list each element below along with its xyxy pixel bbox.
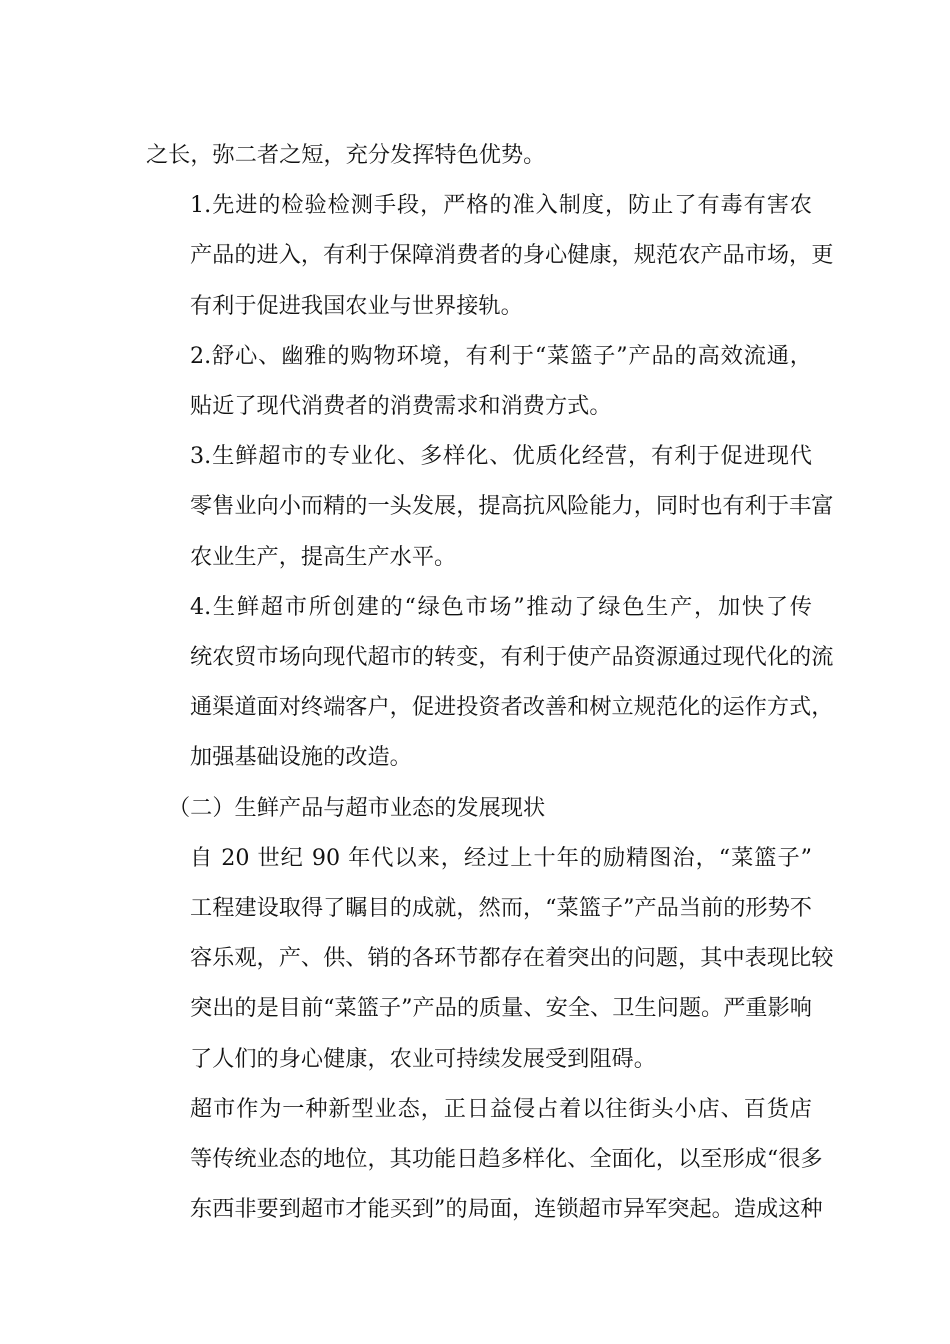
paragraph-item-4: [146, 582, 834, 783]
paragraph-item-2: [146, 331, 812, 431]
paragraph-body-2: [146, 1084, 823, 1235]
section-heading: [146, 783, 812, 833]
text-line: 贴近了现代消费者的消费需求和消费方式。: [190, 393, 612, 420]
paragraph-continuation: [146, 130, 812, 180]
text-line: 东西非要到超市才能买到”的局面，连锁超市异军突起。造成这种: [190, 1196, 823, 1223]
text-line: 工程建设取得了瞩目的成就，然而，“菜篮子”产品当前的形势不: [190, 895, 812, 922]
paragraph-item-1: [146, 180, 834, 331]
text-line: 统农贸市场向现代超市的转变，有利于使产品资源通过现代化的流: [190, 644, 834, 671]
text-line: 加强基础设施的改造。: [190, 744, 412, 771]
text-line: 2.舒心、幽雅的购物环境，有利于“菜篮子”产品的高效流通，: [190, 342, 812, 369]
text-line: 有利于促进我国农业与世界接轨。: [190, 292, 523, 319]
text-line: 突出的是目前“菜篮子”产品的质量、安全、卫生问题。严重影响: [190, 995, 812, 1022]
text-line: 通渠道面对终端客户，促进投资者改善和树立规范化的运作方式，: [190, 694, 834, 721]
text-line: 超市作为一种新型业态，正日益侵占着以往街头小店、百货店: [190, 1095, 812, 1122]
text-line: 容乐观，产、供、销的各环节都存在着突出的问题，其中表现比较: [190, 945, 834, 972]
text-line: 4.生鲜超市所创建的“绿色市场”推动了绿色生产，加快了传: [190, 593, 812, 620]
text-line: 农业生产，提高生产水平。: [190, 543, 457, 570]
paragraph-body-1: [146, 833, 834, 1084]
text-line: 自 20 世纪 90 年代以来，经过上十年的励精图治，“菜篮子”: [190, 844, 812, 871]
text-line: 等传统业态的地位，其功能日趋多样化、全面化，以至形成“很多: [190, 1146, 823, 1173]
text-line: 3.生鲜超市的专业化、多样化、优质化经营，有利于促进现代: [190, 443, 812, 470]
text-line: 零售业向小而精的一头发展，提高抗风险能力，同时也有利于丰富: [190, 493, 834, 520]
text-line: 产品的进入，有利于保障消费者的身心健康，规范农产品市场，更: [190, 242, 834, 269]
text-line: 1.先进的检验检测手段，严格的准入制度，防止了有毒有害农: [190, 192, 812, 219]
heading-text: （二）生鲜产品与超市业态的发展现状: [168, 794, 546, 821]
text-line: 之长，弥二者之短，充分发挥特色优势。: [146, 142, 546, 168]
document-body: [146, 130, 834, 1234]
paragraph-item-3: [146, 431, 834, 582]
text-line: 了人们的身心健康，农业可持续发展受到阻碍。: [190, 1045, 656, 1072]
